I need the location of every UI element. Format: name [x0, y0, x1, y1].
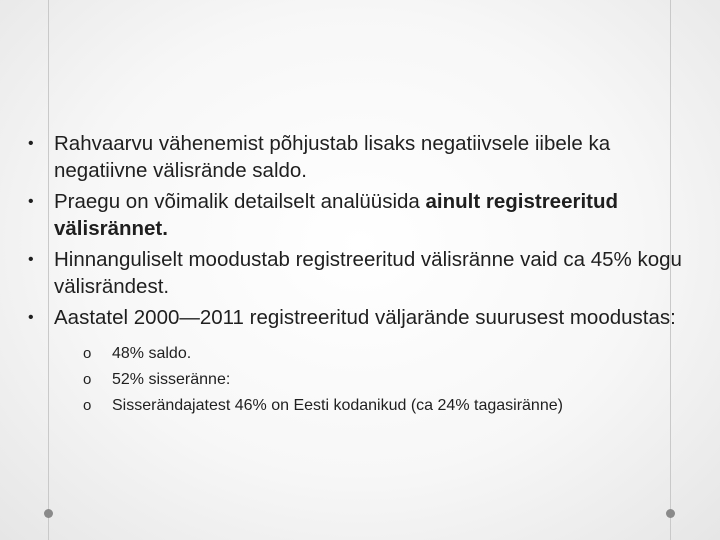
bullet-text: Rahvaarvu vähenemist põhjustab lisaks negatiivsele iibele ka negatiivne välisrände saldo. — [54, 132, 611, 182]
bullet-icon: • — [28, 193, 34, 210]
sub-bullet-item-2 — [54, 367, 688, 392]
bullet-list — [28, 130, 688, 418]
circle-bullet-icon: o — [83, 345, 92, 362]
sub-bullet-text: 48% saldo. — [112, 345, 192, 362]
sub-bullet-item-1 — [54, 341, 688, 366]
bullet-bold-text: ainult registreeritud välisrännet. — [54, 190, 619, 240]
bullet-item-4 — [28, 304, 688, 418]
sub-bullet-text: Sisserändajatest 46% on Eesti kodanikud (ca 24% tagasiränne) — [112, 397, 563, 414]
bullet-text: Hinnanguliselt moodustab registreeritud välisränne vaid ca 45% kogu välisrändest. — [54, 248, 682, 298]
bullet-text: Aastatel 2000—2011 registreeritud väljarände suurusest moodustas: — [54, 306, 676, 329]
bullet-item-2 — [28, 188, 688, 242]
circle-bullet-icon: o — [83, 371, 92, 388]
bullet-icon: • — [28, 309, 34, 326]
bullet-text: Praegu on võimalik detailselt analüüsida — [54, 190, 426, 213]
sub-bullet-item-3 — [54, 393, 688, 418]
bullet-icon: • — [28, 251, 34, 268]
slide-content — [28, 130, 688, 422]
sub-bullet-list — [54, 341, 688, 418]
left-decor-dot — [44, 509, 53, 518]
circle-bullet-icon: o — [83, 397, 92, 414]
sub-bullet-text: 52% sisseränne: — [112, 371, 231, 388]
bullet-icon: • — [28, 135, 34, 152]
bullet-item-1 — [28, 130, 688, 184]
right-decor-dot — [666, 509, 675, 518]
bullet-item-3 — [28, 246, 688, 300]
